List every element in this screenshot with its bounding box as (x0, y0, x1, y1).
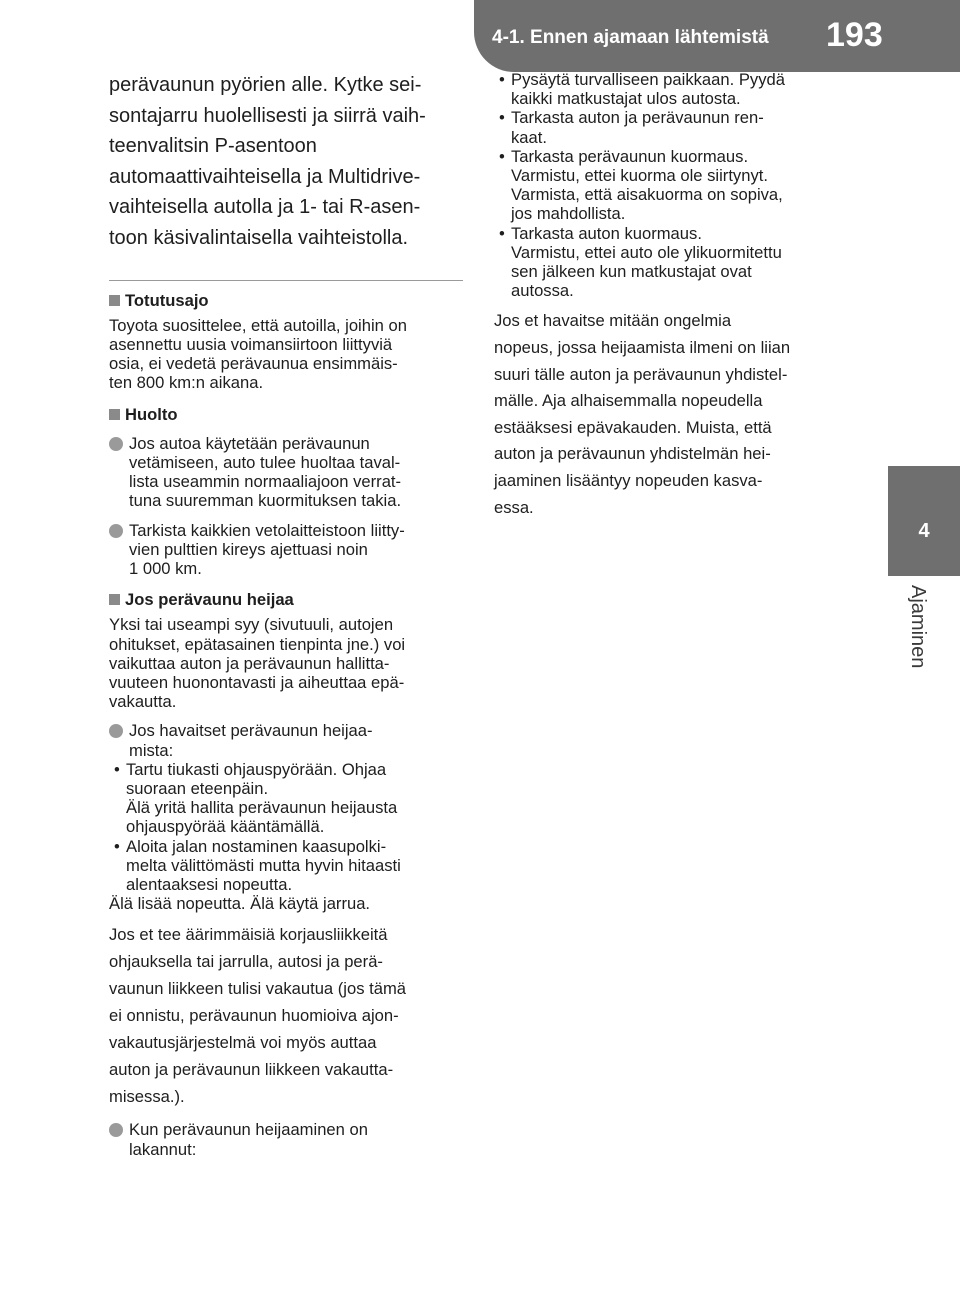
text-line: ten 800 km:n aikana. (109, 373, 264, 393)
huolto-item-2 (109, 521, 463, 579)
page-number: 193 (826, 16, 883, 54)
text-line: melta välittömästi mutta hyvin hitaasti (126, 855, 401, 875)
bullet-dot-icon: • (499, 70, 505, 89)
bullet-dot-icon: • (114, 759, 120, 779)
text-line: ohjauspyörää kääntämällä. (126, 817, 325, 837)
heijaa-bullet-2 (109, 837, 463, 895)
circle-bullet-icon (109, 437, 123, 451)
square-bullet-icon (109, 295, 120, 306)
text-line: estääksesi epävakauden. Muista, että (494, 417, 772, 437)
section-divider (109, 280, 463, 281)
right-bullet-2 (494, 108, 854, 146)
right-bullet-3 (494, 147, 854, 224)
section-title: 4-1. Ennen ajamaan lähtemistä (492, 27, 769, 48)
totutusajo-text (109, 316, 463, 393)
text-line: kaikki matkustajat ulos autosta. (511, 89, 741, 109)
text-line: Älä yritä hallita perävaunun heijausta (126, 798, 398, 818)
text-line: automaattivaihteisella ja Multidrive- (109, 165, 421, 188)
text-line: Aloita jalan nostaminen kaasupolki- (126, 836, 387, 856)
text-line: vien pulttien kireys ajettuasi noin (129, 539, 368, 559)
bullet-dot-icon: • (499, 223, 505, 243)
heading-text: Jos perävaunu heijaa (125, 590, 294, 610)
text-line: Yksi tai useampi syy (sivutuuli, autojen (109, 615, 394, 635)
text-line: Jos autoa käytetään perävaunun (129, 433, 370, 453)
text-line: vakautta. (109, 692, 177, 712)
circle-bullet-icon (109, 724, 123, 738)
text-line: Tarkasta perävaunun kuormaus. (511, 146, 749, 166)
text-line: Varmistu, ettei kuorma ole siirtynyt. (511, 166, 768, 186)
text-line: Toyota suosittelee, että autoilla, joihin on (109, 315, 407, 335)
heijaa-end-item (109, 1120, 463, 1158)
text-line: nopeus, jossa heijaamista ilmeni on liian (494, 338, 791, 358)
square-bullet-icon (109, 594, 120, 605)
text-line: sontajarru huolellisesti ja siirrä vaih- (109, 104, 426, 127)
text-line: ohitukset, epätasainen tienpinta jne.) voi (109, 634, 406, 654)
text-line: ohjauksella tai jarrulla, autosi ja perä- (109, 952, 383, 972)
text-line: mälle. Aja alhaisemmalla nopeudella (494, 391, 763, 411)
text-line: tuna suuremman kuormituksen takia. (129, 491, 402, 511)
text-line: essa. (494, 497, 534, 517)
text-line: osia, ei vedetä perävaunua ensimmäis- (109, 354, 398, 374)
huolto-item-1 (109, 434, 463, 511)
text-line: perävaunun pyörien alle. Kytke sei- (109, 74, 422, 96)
text-line: misessa.). (109, 1087, 185, 1107)
text-line: Pysäytä turvalliseen paikkaan. Pyydä (511, 70, 785, 89)
chapter-name: Ajaminen (907, 585, 929, 669)
chapter-number: 4 (918, 520, 930, 542)
heijaa-item (109, 721, 463, 759)
text-line: vakautusjärjestelmä voi myös auttaa (109, 1033, 377, 1053)
text-line: Varmistu, ettei auto ole ylikuormitettu (511, 242, 782, 262)
heading-text: Totutusajo (125, 290, 209, 310)
circle-bullet-icon (109, 1123, 123, 1137)
text-line: Tarkista kaikkien vetolaitteistoon liitty- (129, 520, 405, 540)
heijaa-text (109, 615, 463, 711)
heading-huolto (109, 405, 463, 424)
text-line: Tartu tiukasti ohjauspyörään. Ohjaa (126, 759, 387, 779)
text-line: vaunun liikkeen tulisi vakautua (jos tämä (109, 979, 407, 999)
text-line: vaikuttaa auton ja perävaunun hallitta- (109, 653, 390, 673)
text-line: ei onnistu, perävaunun huomioiva ajon- (109, 1006, 399, 1026)
text-line: autossa. (511, 281, 574, 301)
text-line: auton ja perävaunun liikkeen vakautta- (109, 1060, 394, 1080)
text-line: jos mahdollista. (511, 204, 626, 224)
heading-heijaa (109, 590, 463, 609)
text-line: kaat. (511, 127, 547, 147)
text-line: Jos et tee äärimmäisiä korjausliikkeitä (109, 925, 388, 945)
heading-text: Huolto (125, 404, 178, 424)
heading-totutusajo (109, 291, 463, 310)
square-bullet-icon (109, 409, 120, 420)
right-column (494, 70, 854, 521)
text-line: 1 000 km. (129, 559, 202, 578)
text-line: vetämiseen, auto tulee huoltaa taval- (129, 452, 401, 472)
text-line: suuri tälle auton ja perävaunun yhdistel- (494, 364, 788, 384)
circle-bullet-icon (109, 524, 123, 538)
text-line: Varmista, että aisakuorma on sopiva, (511, 185, 783, 205)
text-line: Jos et havaitse mitään ongelmia (494, 311, 732, 331)
bullet-dot-icon: • (499, 146, 505, 166)
heijaa-after: Älä lisää nopeutta. Älä käytä jarrua. (109, 894, 371, 914)
text-line: Jos havaitset perävaunun heijaa- (129, 721, 373, 741)
text-line: Tarkasta auton ja perävaunun ren- (511, 108, 764, 128)
text-line: alentaaksesi nopeutta. (126, 875, 293, 895)
text-line: Kun perävaunun heijaaminen on (129, 1120, 368, 1140)
text-line: asennettu uusia voimansiirtoon liittyviä (109, 334, 393, 354)
text-line: mista: (129, 740, 174, 760)
text-line: Tarkasta auton kuormaus. (511, 223, 702, 243)
left-column (109, 70, 463, 1159)
right-paragraph (494, 308, 854, 521)
text-line: vaihteisella autolla ja 1- tai R-asen- (109, 196, 421, 219)
heijaa-bullet-1 (109, 760, 463, 837)
right-bullet-4 (494, 224, 854, 301)
bullet-dot-icon: • (114, 836, 120, 856)
text-line: jaaminen lisääntyy nopeuden kasva- (494, 471, 763, 490)
text-line: lakannut: (129, 1139, 197, 1159)
text-line: suoraan eteenpäin. (126, 779, 269, 799)
text-line: sen jälkeen kun matkustajat ovat (511, 262, 752, 282)
text-line: teenvalitsin P-asentoon (109, 135, 317, 158)
bullet-dot-icon: • (499, 108, 505, 128)
text-line: auton ja perävaunun yhdistelmän hei- (494, 444, 771, 464)
intro-paragraph (109, 70, 463, 254)
text-line: vuuteen huonontavasti ja aiheuttaa epä- (109, 673, 405, 693)
text-line: toon käsivalintaisella vaihteistolla. (109, 226, 409, 249)
heijaa-paragraph (109, 921, 463, 1110)
text-line: lista useammin normaaliajoon verrat- (129, 472, 402, 492)
right-bullet-1 (494, 70, 854, 108)
